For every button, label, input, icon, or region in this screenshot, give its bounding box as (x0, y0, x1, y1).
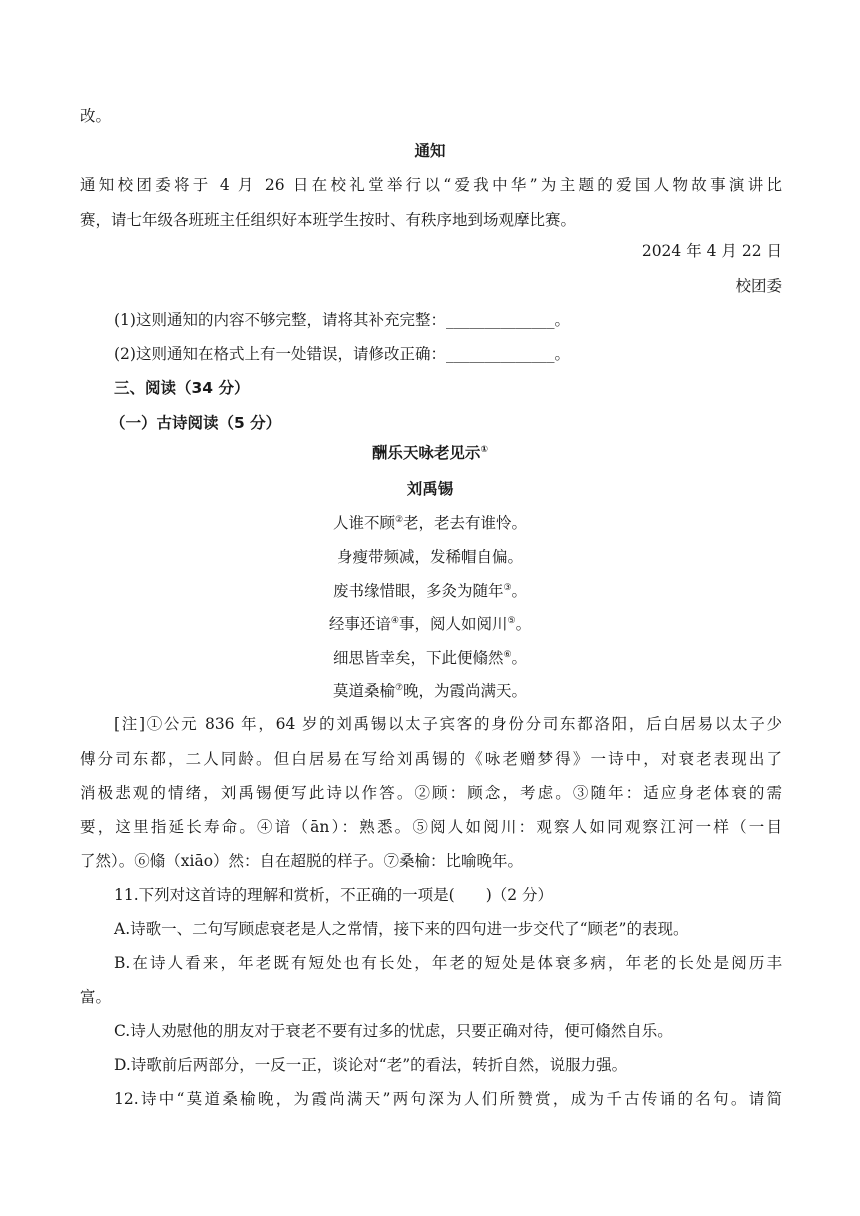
footnote-marker: ⑥ (503, 650, 512, 660)
poem-line (0, 581, 860, 601)
poem-line-text: 事，阅人如阅川 (398, 615, 508, 633)
poem-line (0, 614, 860, 634)
previous-text-fragment: 改。 (80, 107, 112, 125)
poem-title-footnote-marker: ① (480, 445, 489, 455)
poem-line-text: 老，老去有谁怜。 (403, 514, 528, 532)
question-11-option-d: D.诗歌前后两部分，一反一正，谈论对“老”的看法，转折自然，说服力强。 (114, 1056, 628, 1074)
poem-line-text: 莫道桑榆 (332, 682, 395, 700)
poem-line-text: 身瘦带频减，发稀帽自偏。 (336, 548, 523, 566)
poem-title-text: 酬乐天咏老见示 (371, 444, 481, 462)
poem-line (0, 681, 860, 701)
annotation-line: [注]①公元 836 年，64 岁的刘禹锡以太子宾客的身份分司东都洛阳，后白居易以太子少 (114, 715, 782, 733)
poem-line-text: 细思皆幸矣，下此便翛然 (332, 649, 504, 667)
notice-question-2: (2)这则通知在格式上有一处错误，请修改正确：______________。 (114, 345, 570, 363)
question-11-stem: 11.下列对这首诗的理解和赏析，不正确的一项是( )（2 分） (114, 886, 554, 904)
poem-line (0, 547, 860, 567)
question-11-option-a: A.诗歌一、二句写顾虑衰老是人之常情，接下来的四句进一步交代了“顾老”的表现。 (114, 920, 689, 938)
question-11-option-b: B.在诗人看来，年老既有短处也有长处，年老的短处是体衰多病，年老的长处是阅历丰 (114, 954, 782, 972)
poem-title (0, 443, 860, 463)
poem-line-text: 。 (515, 615, 532, 633)
poem-line-text: 废书缘惜眼，多灸为随年 (332, 582, 504, 600)
notice-body-line: 通知校团委将于 4 月 26 日在校礼堂举行以“爱我中华”为主题的爱国人物故事演讲比 (80, 176, 782, 194)
question-11-option-c: C.诗人劝慰他的朋友对于衰老不要有过多的忧虑，只要正确对待，便可翛然自乐。 (114, 1022, 673, 1040)
question-11-option-b-cont: 富。 (80, 988, 112, 1006)
poem-line-text: 晚，为霞尚满天。 (403, 682, 528, 700)
annotation-line: 要，这里指延长寿命。④谙（ān）：熟悉。⑤阅人如阅川：观察人如同观察江河一样（一目 (80, 818, 782, 836)
notice-body-line: 赛，请七年级各班班主任组织好本班学生按时、有秩序地到场观摩比赛。 (80, 211, 577, 229)
poem-line-text: 人谁不顾 (332, 514, 395, 532)
footnote-marker: ④ (390, 616, 399, 626)
subsection-heading: （一）古诗阅读（5 分） (110, 414, 282, 432)
notice-title: 通知 (414, 142, 446, 160)
poem-line-text: 经事还谙 (328, 615, 391, 633)
footnote-marker: ⑦ (394, 683, 404, 693)
footnote-marker: ② (394, 515, 404, 525)
poem-author: 刘禹锡 (406, 480, 454, 498)
notice-signature: 校团委 (735, 277, 782, 295)
notice-date: 2024 年 4 月 22 日 (641, 242, 782, 260)
section-heading: 三、阅读（34 分） (114, 379, 250, 397)
poem-line (0, 648, 860, 668)
annotation-line: 消极悲观的情绪，刘禹锡便写此诗以作答。②顾：顾念，考虑。③随年：适应身老体衰的需 (80, 784, 782, 802)
poem-line-text: 。 (511, 649, 528, 667)
poem-line-text: 。 (511, 582, 528, 600)
footnote-marker: ③ (503, 583, 512, 593)
poem-line (0, 513, 860, 533)
annotation-line: 了然）。⑥翛（xiāo）然：自在超脱的样子。⑦桑榆：比喻晚年。 (80, 852, 524, 870)
notice-question-1: (1)这则通知的内容不够完整，请将其补充完整：______________。 (114, 311, 570, 329)
annotation-line: 傅分司东都，二人同龄。但白居易在写给刘禹锡的《咏老赠梦得》一诗中，对衰老表现出了 (80, 750, 782, 768)
footnote-marker: ⑤ (507, 616, 516, 626)
question-12-stem: 12.诗中“莫道桑榆晚，为霞尚满天”两句深为人们所赞赏，成为千古传诵的名句。请简 (114, 1090, 782, 1108)
